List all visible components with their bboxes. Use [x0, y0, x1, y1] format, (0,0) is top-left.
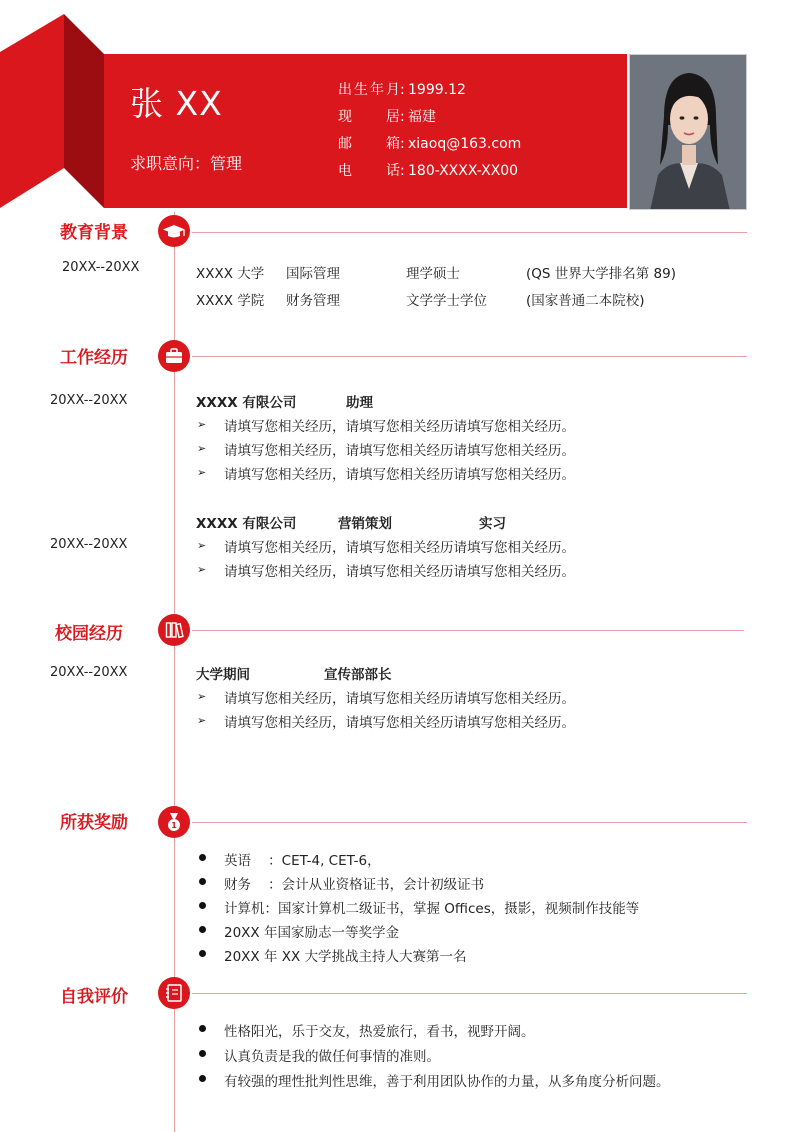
edu-school-2: XXXX 学院	[196, 293, 265, 309]
campus-date: 20XX--20XX	[50, 665, 128, 680]
job-intent-value: 管理	[210, 154, 243, 173]
work-date-2: 20XX--20XX	[50, 537, 128, 552]
campus-bullet-1: 请填写您相关经历，请填写您相关经历请填写您相关经历。	[224, 691, 575, 707]
work-1-bullet-2: 请填写您相关经历，请填写您相关经历请填写您相关经历。	[224, 443, 575, 459]
info-birth-value: 1999.12	[408, 82, 466, 98]
bullet-dot-icon	[199, 1025, 206, 1032]
info-residence-value: 福建	[408, 109, 436, 125]
section-title-education: 教育背景	[60, 223, 128, 243]
self-item-1: 性格阳光，乐于交友，热爱旅行，看书，视野开阔。	[224, 1024, 535, 1040]
edu-note-1: (QS 世界大学排名第 89)	[526, 266, 676, 282]
section-title-campus: 校园经历	[55, 624, 123, 644]
work-role-1: 助理	[346, 395, 373, 411]
bullet-dot-icon	[199, 878, 206, 885]
briefcase-icon	[158, 340, 190, 372]
education-date: 20XX--20XX	[62, 260, 140, 275]
campus-bullet-2: 请填写您相关经历，请填写您相关经历请填写您相关经历。	[224, 715, 575, 731]
info-phone-value: 180-XXXX-XX00	[408, 163, 519, 179]
bullet-arrow-icon: ➢	[197, 690, 207, 703]
bullet-arrow-icon: ➢	[197, 418, 207, 431]
campus-period: 大学期间	[196, 667, 250, 683]
self-item-2: 认真负责是我的做任何事情的准则。	[224, 1049, 440, 1065]
svg-text:1: 1	[171, 821, 177, 830]
bullet-dot-icon	[199, 854, 206, 861]
award-item-3: 计算机：国家计算机二级证书，掌握 Offices，摄影，视频制作技能等	[224, 901, 640, 917]
work-company-1: XXXX 有限公司	[196, 395, 297, 411]
section-title-work: 工作经历	[60, 348, 128, 368]
campus-role: 宣传部部长	[324, 667, 392, 683]
work-1-bullet-3: 请填写您相关经历，请填写您相关经历请填写您相关经历。	[224, 467, 575, 483]
job-intent-label: 求职意向：	[130, 154, 211, 173]
section-title-self: 自我评价	[60, 987, 128, 1007]
job-intent	[130, 151, 242, 174]
edu-school-1: XXXX 大学	[196, 266, 265, 282]
section-divider-work	[192, 356, 747, 357]
self-item-3: 有较强的理性批判性思维，善于利用团队协作的力量，从多角度分析问题。	[224, 1074, 670, 1090]
medal-icon	[158, 806, 190, 838]
award-item-4: 20XX 年国家励志一等奖学金	[224, 925, 399, 941]
books-icon	[158, 614, 190, 646]
section-divider-self	[192, 993, 747, 994]
work-role-2: 营销策划	[338, 516, 392, 532]
edu-major-1: 国际管理	[286, 266, 340, 282]
info-residence-key: 现居	[338, 109, 400, 125]
notebook-icon	[158, 977, 190, 1009]
bullet-dot-icon	[199, 1050, 206, 1057]
info-email: 邮箱: xiaoq@163.com	[338, 133, 521, 153]
work-date-1: 20XX--20XX	[50, 393, 128, 408]
work-extra-2: 实习	[479, 516, 506, 532]
info-email-key: 邮箱	[338, 136, 400, 152]
profile-photo	[629, 54, 747, 210]
bullet-dot-icon	[199, 1075, 206, 1082]
info-email-value: xiaoq@163.com	[408, 136, 522, 152]
info-phone-key: 电话	[338, 163, 400, 179]
bullet-dot-icon	[199, 926, 206, 933]
info-birth-key: 出生年月	[338, 82, 400, 98]
candidate-name: 张 XX	[130, 84, 223, 123]
info-residence: 现居: 福建	[338, 106, 436, 126]
edu-note-2: (国家普通二本院校)	[526, 293, 645, 309]
work-1-bullet-1: 请填写您相关经历，请填写您相关经历请填写您相关经历。	[224, 419, 575, 435]
bullet-dot-icon	[199, 902, 206, 909]
bullet-dot-icon	[199, 950, 206, 957]
section-divider-awards	[192, 822, 747, 823]
bullet-arrow-icon: ➢	[197, 539, 207, 552]
bullet-arrow-icon: ➢	[197, 466, 207, 479]
work-2-bullet-1: 请填写您相关经历，请填写您相关经历请填写您相关经历。	[224, 540, 575, 556]
award-item-5: 20XX 年 XX 大学挑战主持人大赛第一名	[224, 949, 467, 965]
info-phone: 电话: 180-XXXX-XX00	[338, 160, 518, 180]
header-ribbon-fold	[0, 0, 110, 212]
award-item-1: 英语 ：CET-4, CET-6，	[224, 853, 381, 869]
work-company-2: XXXX 有限公司	[196, 516, 297, 532]
edu-degree-2: 文学学士学位	[406, 293, 487, 309]
work-2-bullet-2: 请填写您相关经历，请填写您相关经历请填写您相关经历。	[224, 564, 575, 580]
edu-major-2: 财务管理	[286, 293, 340, 309]
bullet-arrow-icon: ➢	[197, 442, 207, 455]
section-divider-education	[192, 232, 747, 233]
bullet-arrow-icon: ➢	[197, 563, 207, 576]
edu-degree-1: 理学硕士	[406, 266, 460, 282]
section-title-awards: 所获奖励	[60, 813, 128, 833]
graduation-cap-icon	[158, 215, 190, 247]
info-birth: 出生年月: 1999.12	[338, 79, 466, 99]
award-item-2: 财务 ：会计从业资格证书，会计初级证书	[224, 877, 485, 893]
bullet-arrow-icon: ➢	[197, 714, 207, 727]
section-divider-campus	[192, 630, 744, 631]
